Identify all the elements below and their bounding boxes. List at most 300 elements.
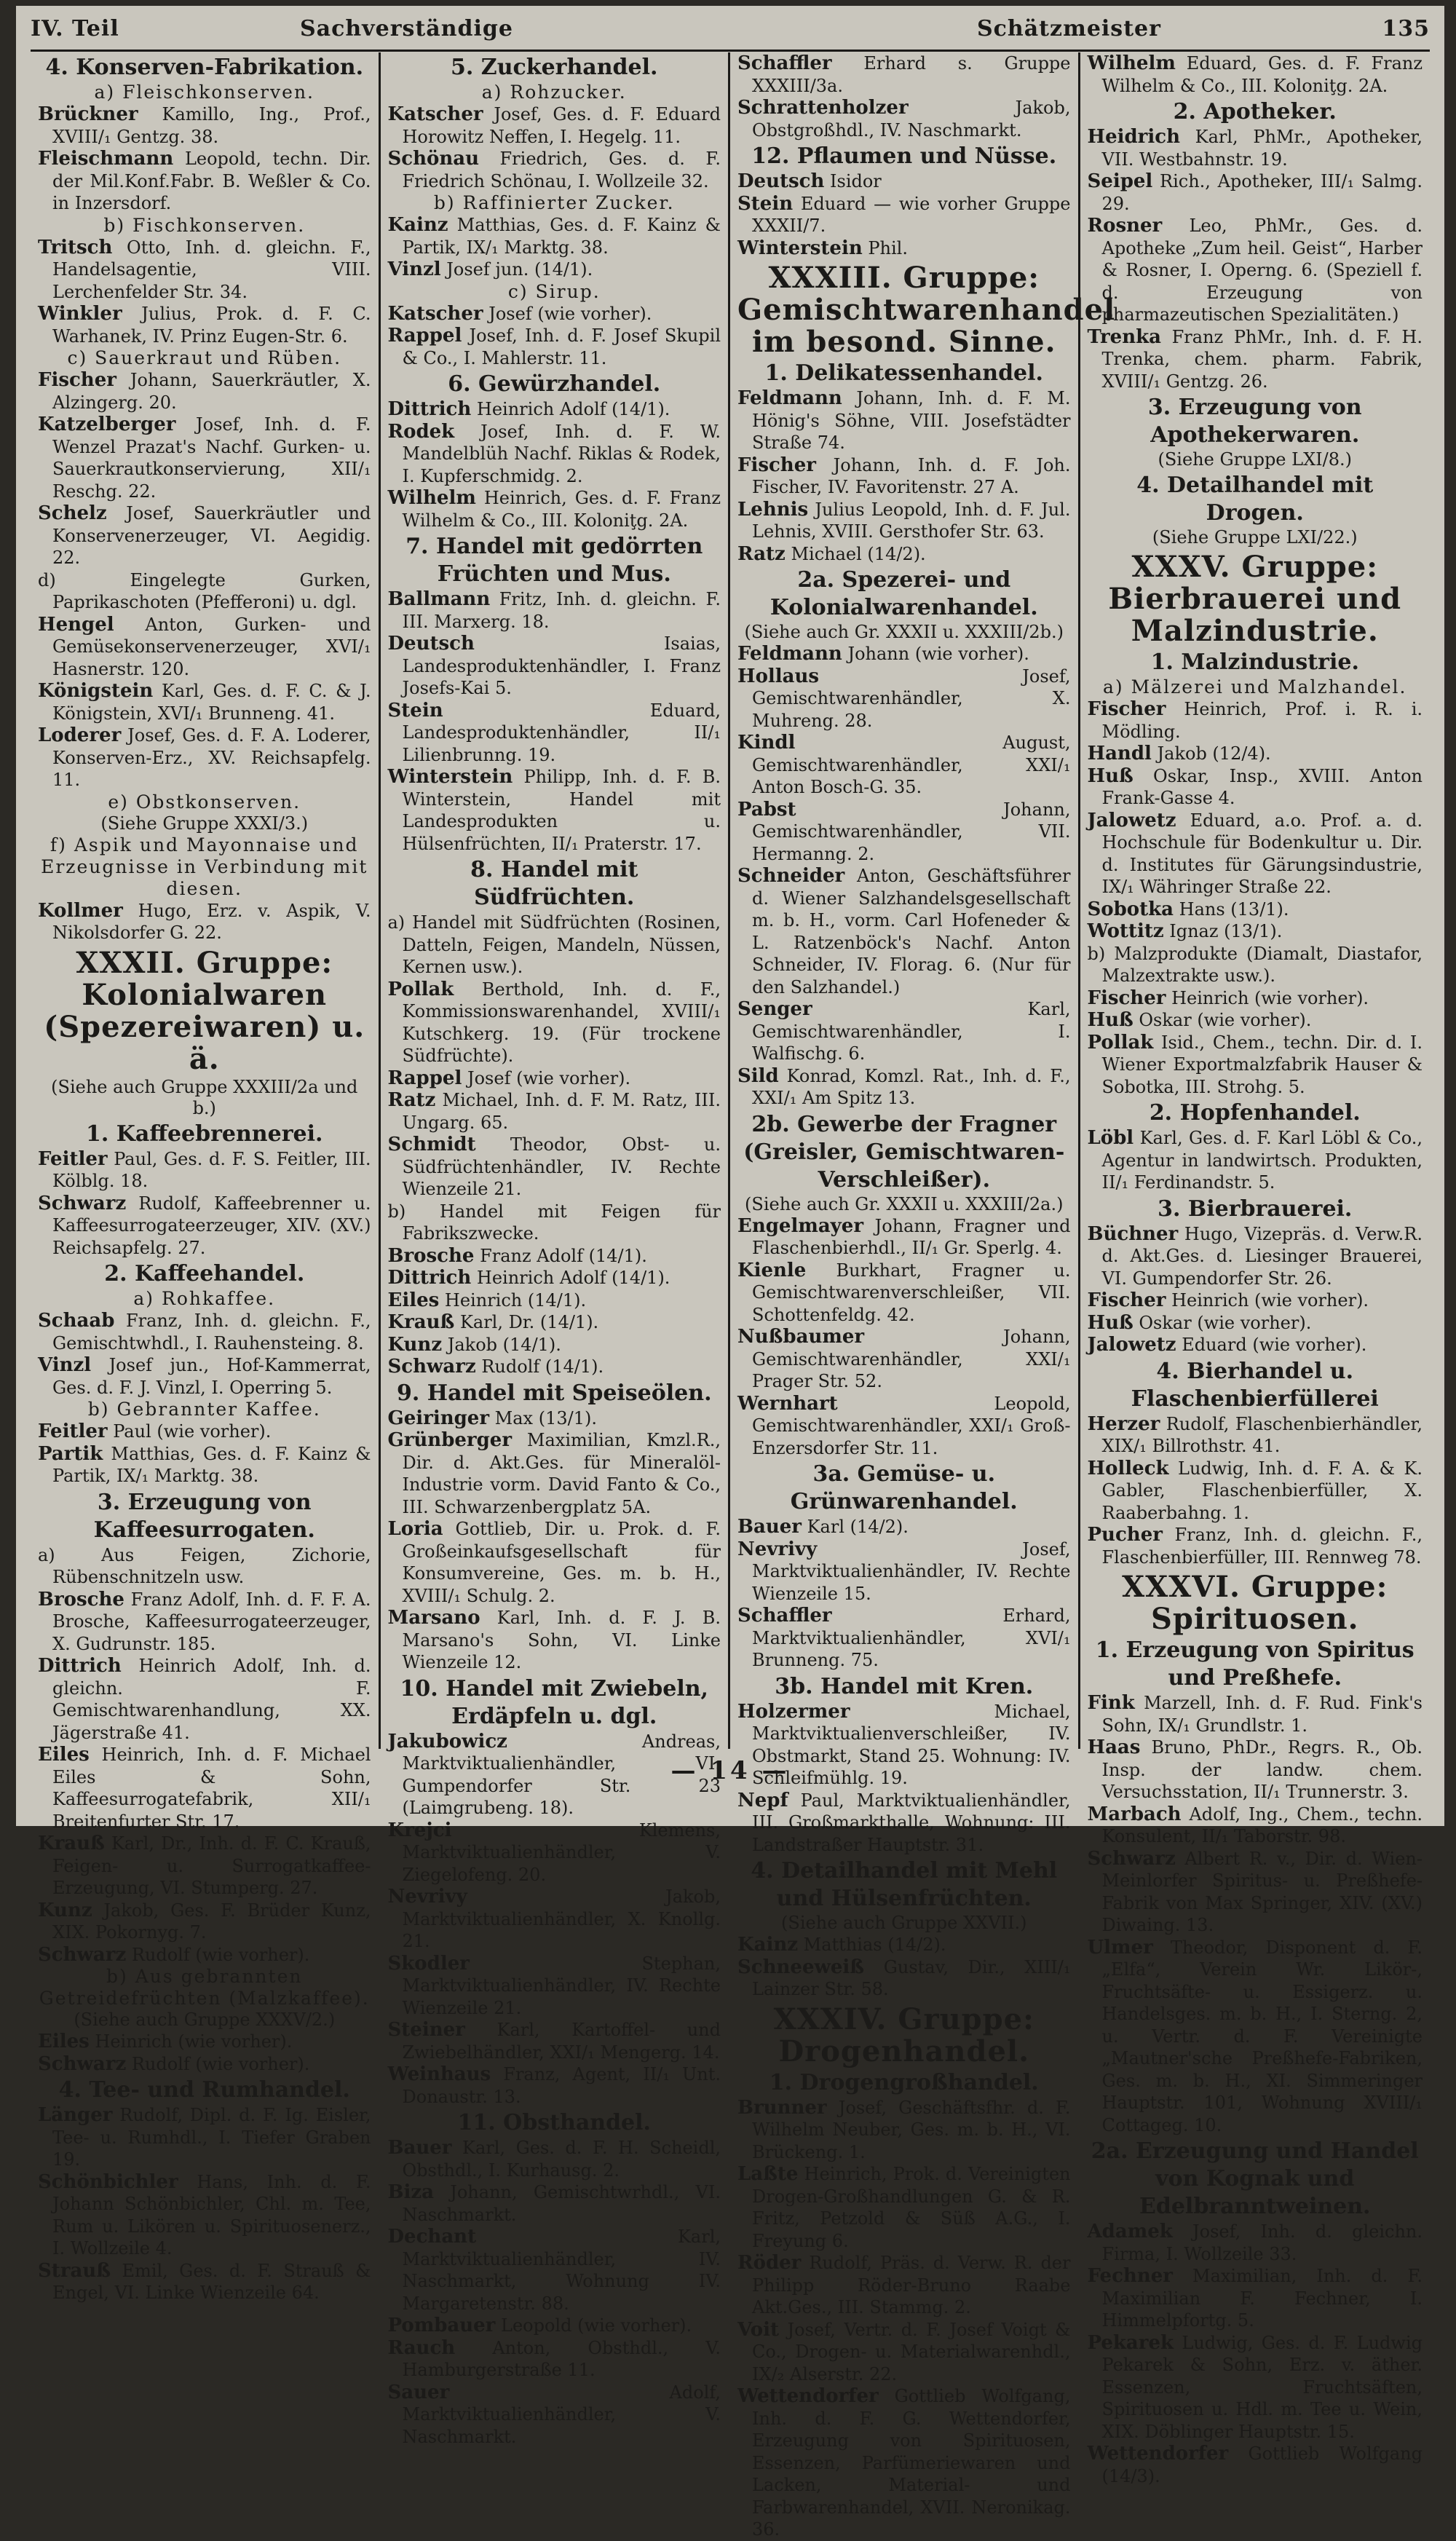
heading-text: e) Obstkonserven. (108, 791, 301, 813)
entry-details: Adolf, Marktviktualienhändler, V. Naschmarkt. (402, 2382, 721, 2447)
directory-entry (1088, 2443, 1423, 2487)
section-heading (38, 54, 371, 82)
heading-text: 2. Apotheker. (1173, 99, 1337, 125)
heading-text: XXXV. Gruppe: Bierbrauerei und Malzindustrie. (1108, 550, 1402, 648)
entry-surname: Königstein (38, 680, 154, 702)
directory-entry (38, 369, 371, 414)
entry-details: Gottlieb Wolfgang (14/3). (1101, 2443, 1423, 2486)
entry-surname: Schmidt (387, 1134, 476, 1155)
page-footer: — 14 — (670, 1756, 790, 1785)
entry-surname: Schelz (38, 502, 107, 524)
section-heading (38, 2076, 371, 2104)
heading-text: 4. Bierhandel u. Flaschenbierfüllerei (1131, 1358, 1379, 1412)
directory-entry (1088, 326, 1423, 393)
entry-surname: Holzermer (737, 1700, 850, 1723)
directory-entry (737, 193, 1071, 237)
directory-entry (388, 2181, 721, 2226)
heading-text: c) Sirup. (507, 280, 601, 302)
directory-entry (737, 1393, 1071, 1460)
entry-details: Marzell, Inh. d. F. Rud. Fink's Sohn, IX/₁ Grundlstr. 1. (1101, 1693, 1423, 1736)
directory-entry (1088, 1458, 1423, 1525)
directory-entry (388, 1429, 721, 1518)
entry-details: Rudolf, Flaschenbierhändler, XIX/₁ Billrothstr. 41. (1101, 1413, 1423, 1456)
entry-surname: Schwarz (38, 1943, 127, 1966)
subsection-heading (38, 347, 371, 369)
directory-entry (1088, 170, 1423, 215)
entry-details: Heinrich (wie vorher). (1171, 1290, 1369, 1311)
entry-surname: Fleischmann (38, 148, 174, 170)
heading-text: 1. Malzindustrie. (1150, 649, 1359, 675)
entry-surname: Schaffler (737, 52, 832, 74)
entry-surname: Fischer (38, 369, 116, 391)
group-heading (1088, 1571, 1423, 1635)
entry-surname: Pollak (387, 978, 454, 1000)
entry-surname: Krauß (38, 1833, 105, 1854)
entry-surname: Feitler (38, 1420, 108, 1442)
entry-details: Franz Adolf, Inh. d. F. F. A. Brosche, Kaffeesurrogateerzeuger, X. Gudrunstr. 185. (52, 1589, 371, 1654)
directory-entry (1088, 920, 1423, 943)
entry-details: Jakob (14/1). (447, 1334, 561, 1355)
entry-details: Josef, Ges. d. F. Eduard Horowitz Neffen, I. Hegelg. 11. (402, 104, 721, 147)
entry-details: Josef, Ges. d. F. A. Loderer, Konserven-Erz., XV. Reichsapfelg. 11. (52, 725, 371, 790)
directory-entry (737, 2097, 1071, 2164)
section-heading (737, 2069, 1071, 2097)
entry-details: Josef, Inh. d. gleichn. Firma, I. Wollzeile 33. (1101, 2221, 1423, 2264)
section-heading (388, 2109, 721, 2137)
directory-entry (1088, 215, 1423, 326)
section-heading (38, 1260, 371, 1288)
directory-entry (388, 1607, 721, 1674)
entry-surname: Feldmann (737, 387, 842, 409)
heading-text: f) Aspik und Mayonnaise und Erzeugnisse in Verbindung mit diesen. (41, 834, 368, 899)
entry-surname: Katscher (387, 302, 483, 325)
entry-surname: Kunz (387, 1333, 443, 1356)
subsection-heading (388, 281, 721, 303)
entry-details: Heinrich (wie vorher). (95, 2031, 293, 2052)
entry-details: Franz, Inh. d. gleichn. F., Gemischtwhdl., I. Rauhensteing. 8. (52, 1311, 371, 1354)
entry-surname: Marbach (1087, 1803, 1182, 1825)
entry-details: Anton, Obsthdl., V. Hamburgerstraße 11. (402, 2337, 721, 2380)
entry-surname: Huß (1087, 1311, 1133, 1334)
entry-surname: Sauer (387, 2381, 450, 2403)
entry-details: Ignaz (13/1). (1169, 921, 1283, 941)
directory-entry (388, 588, 721, 633)
directory-entry (737, 1326, 1071, 1393)
group-heading (38, 947, 371, 1075)
directory-entry (1088, 743, 1423, 765)
directory-entry (388, 1886, 721, 1953)
heading-text: 7. Handel mit gedörrten Früchten und Mus. (405, 534, 703, 587)
heading-text: 3a. Gemüse- u. Grünwarenhandel. (790, 1461, 1018, 1514)
section-heading (737, 566, 1071, 622)
heading-text: 2b. Gewerbe der Fragner (Greisler, Gemischtwaren-Verschleißer). (743, 1111, 1065, 1193)
entry-details: Eduard, Landesproduktenhändler, II/₁ Lilienbrunng. 19. (402, 700, 721, 765)
entry-details: Jakob, Obstgroßhdl., IV. Naschmarkt. (752, 98, 1071, 141)
entry-details: Josef, Vertr. d. F. Josef Voigt & Co., Drogen- u. Materialwarenhdl., IX/₂ Alserstr. 22. (752, 2319, 1071, 2384)
directory-entry (737, 1215, 1071, 1260)
heading-text: 9. Handel mit Speiseölen. (396, 1380, 712, 1406)
directory-entry (38, 680, 371, 724)
entry-surname: Marsano (387, 1607, 480, 1629)
directory-entry (1088, 1312, 1423, 1335)
entry-surname: Schwarz (387, 1356, 476, 1378)
directory-entry (737, 799, 1071, 866)
directory-entry (1088, 1692, 1423, 1736)
directory-entry (388, 1356, 721, 1378)
directory-entry (1088, 765, 1423, 810)
entry-surname: Eiles (38, 1744, 90, 1766)
directory-entry (388, 398, 721, 421)
entry-details: Theodor, Obst- u. Südfrüchtenhändler, IV. Rechte Wienzeile 21. (402, 1134, 721, 1199)
entry-details: Jakob (12/4). (1157, 743, 1271, 764)
entry-details: Rudolf, Kaffeebrenner u. Kaffeesurrogateerzeuger, XIV. (XV.) Reichsapfelg. 27. (52, 1193, 371, 1258)
entry-details: d) Eingelegte Gurken, Paprikaschoten (Pfefferoni) u. dgl. (38, 569, 371, 612)
entry-surname: Ballmann (387, 588, 491, 610)
section-left-title: Sachverständige (300, 15, 513, 42)
entry-surname: Schwarz (38, 1192, 127, 1214)
heading-text: 12. Pflaumen und Nüsse. (751, 143, 1057, 169)
entry-surname: Nepf (737, 1789, 788, 1811)
entry-details: Julius Leopold, Inh. d. F. Jul. Lehnis, XVIII. Gersthofer Str. 63. (752, 499, 1071, 542)
entry-details: Max (13/1). (494, 1407, 597, 1428)
directory-entry (388, 1067, 721, 1090)
entry-surname: Brunner (737, 2096, 827, 2119)
directory-entry (737, 543, 1071, 566)
entry-surname: Länger (38, 2104, 113, 2126)
entry-details: Oskar, Insp., XVIII. Anton Frank-Gasse 4. (1101, 765, 1423, 808)
heading-text: 4. Konserven-Fabrikation. (45, 55, 364, 80)
entry-surname: Holleck (1087, 1457, 1169, 1479)
heading-text: 1. Drogengroßhandel. (769, 2069, 1039, 2095)
entry-surname: Vinzl (387, 258, 441, 280)
entry-surname: Wettendorfer (737, 2385, 879, 2407)
directory-entry (388, 1334, 721, 1356)
directory-entry (1088, 2332, 1423, 2443)
entry-surname: Jakubowicz (387, 1730, 507, 1752)
directory-entry (737, 2252, 1071, 2319)
entry-surname: Kindl (737, 732, 796, 754)
entry-surname: Schönau (387, 148, 480, 170)
entry-surname: Fink (1087, 1692, 1135, 1714)
heading-text: 4. Detailhandel mit Drogen. (1136, 473, 1374, 526)
entry-surname: Rodek (387, 420, 455, 443)
directory-entry (388, 2337, 721, 2382)
entry-details: Paul, Ges. d. F. S. Feitler, III. Kölblg. 18. (52, 1148, 371, 1191)
entry-details: Josef jun. (14/1). (446, 259, 593, 280)
directory-entry (38, 2031, 371, 2053)
entry-surname: Voit (737, 2318, 780, 2341)
entry-details: Johann (wie vorher). (847, 644, 1029, 664)
directory-entry (1088, 1848, 1423, 1937)
directory-entry (38, 1354, 371, 1399)
directory-entry (1088, 1413, 1423, 1458)
entry-details: a) Handel mit Südfrüchten (Rosinen, Datteln, Feigen, Mandeln, Nüssen, Kernen usw.). (387, 912, 721, 977)
directory-entry (38, 502, 371, 569)
section-heading (737, 143, 1071, 170)
entry-details: b) Malzprodukte (Diamalt, Diastafor, Malzextrakte usw.). (1087, 943, 1423, 986)
directory-entry (38, 1148, 371, 1193)
directory-entry (737, 1065, 1071, 1110)
directory-entry (38, 237, 371, 304)
directory-entry (737, 732, 1071, 799)
heading-text: (Siehe auch Gruppe XXVII.) (781, 1913, 1027, 1933)
entry-details: Josef (wie vorher). (467, 1067, 631, 1088)
entry-details: a) Aus Feigen, Zichorie, Rübenschnitzeln usw. (38, 1544, 371, 1587)
cross-reference-note (1088, 527, 1423, 548)
subsection-heading (38, 834, 371, 900)
entry-surname: Rauch (387, 2336, 456, 2359)
heading-text: XXXIV. Gruppe: Drogenhandel. (773, 2001, 1034, 2068)
heading-text: 2. Kaffeehandel. (104, 1261, 305, 1287)
directory-entry (388, 700, 721, 767)
entry-surname: Löbl (1087, 1127, 1134, 1149)
directory-entry (38, 569, 371, 614)
entry-details: Phil. (868, 237, 908, 258)
entry-details: Fritz, Inh. d. gleichn. F. III. Marxerg. 18. (402, 589, 721, 632)
entry-surname: Winterstein (737, 237, 863, 259)
section-heading (1088, 472, 1423, 527)
directory-entry (737, 1934, 1071, 1956)
directory-entry (38, 1193, 371, 1260)
entry-surname: Schaffler (737, 1605, 832, 1627)
directory-entry (388, 1245, 721, 1268)
entry-surname: Pombauer (387, 2315, 496, 2336)
entry-surname: Haas (1087, 1736, 1141, 1758)
entry-details: b) Handel mit Feigen für Fabrikszwecke. (387, 1201, 721, 1244)
entry-surname: Jalowetz (1087, 809, 1176, 831)
directory-entry (38, 1589, 371, 1656)
heading-text: 8. Handel mit Südfrüchten. (470, 857, 638, 910)
directory-entry (1088, 1223, 1423, 1290)
heading-text: 2a. Spezerei- und Kolonialwarenhandel. (769, 567, 1038, 620)
subsection-heading (38, 215, 371, 237)
entry-surname: Sobotka (1087, 898, 1174, 920)
entry-surname: Nevrivy (737, 1538, 818, 1560)
directory-entry (737, 665, 1071, 732)
entry-details: Otto, Inh. d. gleichn. F., Handelsagentie, VIII. Lerchenfelder Str. 34. (52, 237, 371, 302)
heading-text: 1. Kaffeebrennerei. (86, 1121, 323, 1147)
directory-entry (38, 303, 371, 347)
entry-surname: Stein (387, 699, 443, 722)
entry-details: Rudolf (14/1). (481, 1356, 604, 1377)
section-heading (1088, 2138, 1423, 2221)
entry-surname: Katscher (387, 103, 483, 125)
entry-surname: Pollak (1087, 1031, 1154, 1054)
directory-entry (38, 2053, 371, 2076)
entry-details: Heinrich, Ges. d. F. Franz Wilhelm & Co., III. Koloniţg. 2A. (402, 488, 721, 531)
heading-text: 11. Obsthandel. (457, 2110, 651, 2135)
entry-details: Karl, Marktviktualienhändler, IV. Naschmarkt, Wohnung IV. Margaretenstr. 88. (402, 2226, 721, 2314)
entry-details: Friedrich, Ges. d. F. Friedrich Schönau, I. Wollzeile 32. (402, 149, 721, 191)
entry-surname: Fechner (1087, 2265, 1173, 2287)
entry-surname: Herzer (1087, 1412, 1160, 1435)
heading-text: 5. Zuckerhandel. (451, 55, 658, 80)
entry-surname: Dittrich (387, 1267, 472, 1289)
entry-details: Johann, Gemischtwarenhändler, VII. Hermanng. 2. (752, 799, 1071, 864)
heading-text: 2a. Erzeugung und Handel von Kognak und Edelbranntweinen. (1091, 2138, 1419, 2219)
directory-entry (388, 2137, 721, 2181)
entry-surname: Kainz (737, 1934, 798, 1956)
entry-details: Ludwig, Inh. d. F. A. & K. Gabler, Flaschenbierfüller, X. Raaberbahng. 1. (1101, 1458, 1423, 1523)
directory-entry (38, 614, 371, 681)
entry-details: Josef, Inh. d. F. Wenzel Prazat's Nachf. Gurken- u. Sauerkrautkonservierung, XII/₁ Reschg. 22. (52, 414, 371, 502)
column-1 (31, 52, 381, 2303)
subsection-heading (38, 1399, 371, 1420)
entry-surname: Stein (737, 192, 794, 215)
entry-surname: Ratz (737, 542, 786, 565)
entry-details: Josef (wie vorher). (488, 303, 652, 324)
entry-surname: Handl (1087, 743, 1152, 764)
entry-surname: Wernhart (737, 1392, 838, 1415)
entry-details: Franz, Agent, II/₁ Unt. Donaustr. 13. (402, 2064, 721, 2107)
directory-entry (737, 643, 1071, 665)
directory-entry (1088, 52, 1423, 97)
entry-details: Karl, Ges. d. F. Karl Löbl & Co., Agentur in landwirtsch. Produkten, II/₁ Ferdinandstr. 5. (1101, 1128, 1423, 1193)
directory-entry (1088, 898, 1423, 921)
entry-details: Karl, Ges. d. F. H. Scheidl, Obsthdl., I. Kurhausg. 2. (402, 2138, 721, 2181)
directory-entry (737, 454, 1071, 499)
heading-text: 4. Tee- und Rumhandel. (58, 2077, 350, 2103)
directory-entry (388, 1407, 721, 1430)
section-heading (1088, 98, 1423, 126)
directory-entry (38, 2171, 371, 2260)
directory-entry (1088, 2265, 1423, 2332)
entry-details: Stephan, Marktviktualienhändler, IV. Rechte Wienzeile 21. (402, 1953, 721, 2018)
directory-entry (737, 97, 1071, 141)
section-heading (1088, 1099, 1423, 1127)
cross-reference-note (38, 1077, 371, 1119)
entry-surname: Seipel (1087, 170, 1153, 192)
section-heading (388, 533, 721, 588)
heading-text: 3. Erzeugung von Kaffeesurrogaten. (93, 1489, 315, 1543)
entry-surname: Deutsch (387, 633, 475, 655)
entry-surname: Fischer (1087, 698, 1166, 720)
entry-details: Oskar (wie vorher). (1139, 1010, 1312, 1030)
entry-surname: Dittrich (38, 1655, 122, 1677)
section-heading (737, 360, 1071, 387)
section-heading (388, 1380, 721, 1407)
directory-entry (388, 912, 721, 979)
heading-text: (Siehe auch Gr. XXXII u. XXXIII/2b.) (744, 622, 1064, 642)
directory-entry (388, 258, 721, 281)
entry-surname: Steiner (387, 2019, 465, 2041)
directory-entry (1088, 987, 1423, 1010)
directory-entry (737, 1516, 1071, 1538)
directory-entry (737, 1538, 1071, 1605)
entry-surname: Röder (737, 2252, 802, 2274)
entry-surname: Partik (38, 1442, 103, 1465)
entry-details: Karl (14/2). (807, 1517, 909, 1537)
entry-details: Karl, Gemischtwarenhändler, I. Walfischg. 6. (752, 999, 1071, 1064)
directory-entry (388, 2315, 721, 2337)
entry-surname: Senger (737, 998, 812, 1020)
subsection-heading (388, 82, 721, 103)
entry-details: Gustav, Dir., XIII/₁ Lainzer Str. 58. (752, 1956, 1071, 1999)
entry-details: Paul, Marktviktualienhändler, III. Großmarkthalle, Wohnung: III. Landstraßer Hauptstr. 31. (752, 1790, 1071, 1855)
directory-entry (38, 1833, 371, 1900)
directory-entry (1088, 1524, 1423, 1568)
entry-surname: Eiles (387, 1289, 440, 1311)
entry-details: Josef, Gemischtwarenhändler, X. Muhreng. 28. (752, 665, 1071, 731)
heading-text: 3b. Handel mit Kren. (775, 1673, 1034, 1699)
entry-surname: Dittrich (387, 398, 472, 420)
subsection-heading (38, 1288, 371, 1310)
entry-surname: Wottitz (1087, 920, 1164, 942)
entry-details: Eduard — wie vorher Gruppe XXXII/7. (752, 193, 1071, 236)
directory-entry (388, 2226, 721, 2315)
heading-text: b) Raffinierter Zucker. (433, 192, 675, 213)
entry-surname: Schaab (38, 1310, 115, 1332)
heading-text: (Siehe Gruppe XXXI/3.) (100, 813, 309, 834)
entry-details: Franz Adolf (14/1). (480, 1245, 647, 1266)
directory-entry (388, 487, 721, 531)
heading-text: a) Rohzucker. (481, 82, 627, 103)
directory-entry (1088, 943, 1423, 987)
page-number: 135 (1382, 15, 1430, 42)
entry-details: Berthold, Inh. d. F., Kommissionswarenhandel, XVIII/₁ Kutschkerg. 19. (Für trockene Südfrüchte). (402, 979, 721, 1066)
entry-surname: Ulmer (1087, 1936, 1153, 1959)
entry-details: Jakob, Marktviktualienhändler, X. Knollg. 21. (402, 1886, 721, 1951)
entry-details: Karl, Ges. d. F. C. & J. Königstein, XVI/₁ Brunneng. 41. (52, 681, 371, 724)
heading-text: 1. Erzeugung von Spiritus und Preßhefe. (1095, 1637, 1415, 1691)
entry-surname: Brückner (38, 103, 138, 125)
entry-details: Erhard s. Gruppe XXXIII/3a. (752, 53, 1071, 96)
entry-details: Leo, PhMr., Ges. d. Apotheke „Zum heil. Geist“, Harber & Rosner, I. Operng. 6. (Speziell f. d. Erzeugung von pharmazeutischen Spezialitäten.) (1101, 216, 1423, 325)
section-heading (737, 1673, 1071, 1701)
entry-details: Josef, Inh. d. F. W. Mandelblüh Nachf. Riklas & Rodek, I. Kupferschmidg. 2. (402, 421, 721, 486)
group-heading (737, 261, 1116, 359)
entry-surname: Wilhelm (1087, 52, 1176, 74)
heading-text: 3. Bierbrauerei. (1158, 1196, 1353, 1222)
cross-reference-note (737, 1194, 1071, 1215)
directory-entry (737, 865, 1071, 998)
entry-details: Maximilian, Kmzl.R., Dir. d. Akt.Ges. für Mineralöl-Industrie vorm. David Fanto & Co., III. Schwarzenbergplatz 5A. (402, 1430, 721, 1517)
directory-entry (1088, 1009, 1423, 1032)
entry-details: Bruno, PhDr., Regrs. R., Ob. Insp. der landw. chem. Versuchsstation, II/₁ Trunnerstr. 3. (1101, 1737, 1423, 1802)
entry-surname: Sild (737, 1064, 779, 1087)
directory-entry (388, 1201, 721, 1245)
entry-surname: Schneeweiß (737, 1956, 865, 1978)
section-right-title: Schätzmeister (977, 15, 1161, 42)
entry-details: Johann, Inh. d. F. Joh. Fischer, IV. Favoritenstr. 27 A. (752, 454, 1071, 497)
entry-details: Matthias, Ges. d. F. Kainz & Partik, IX/₁ Marktg. 38. (402, 215, 721, 258)
entry-details: Heinrich Adolf (14/1). (476, 1268, 670, 1288)
entry-surname: Nußbaumer (737, 1326, 865, 1348)
column-4 (1080, 52, 1431, 2486)
entry-surname: Fischer (1087, 987, 1166, 1009)
cross-reference-note (38, 813, 371, 834)
directory-entry (38, 1655, 371, 1744)
section-heading (388, 1675, 721, 1731)
entry-surname: Skodler (387, 1952, 470, 1975)
entry-details: Eduard, a.o. Prof. a. d. Hochschule für Bodenkultur u. Dir. d. Institutes für Gärungsindustrie, IX/₁ Währinger Straße 22. (1101, 810, 1423, 897)
section-heading (1088, 394, 1423, 449)
entry-surname: Büchner (1087, 1222, 1179, 1245)
entry-surname: Weinhaus (387, 2063, 491, 2085)
entry-surname: Loderer (38, 724, 122, 746)
heading-text: a) Rohkaffee. (133, 1288, 276, 1309)
entry-surname: Fischer (1087, 1289, 1166, 1311)
directory-entry (737, 52, 1071, 97)
entry-details: Eduard (wie vorher). (1182, 1335, 1367, 1355)
entry-surname: Engelmayer (737, 1214, 864, 1237)
entry-details: Hugo, Erz. v. Aspik, V. Nikolsdorfer G. 22. (52, 900, 371, 943)
subsection-heading (1088, 676, 1423, 698)
entry-details: Hans (13/1). (1179, 898, 1289, 920)
directory-entry (388, 421, 721, 488)
section-heading (38, 1121, 371, 1148)
heading-text: b) Gebrannter Kaffee. (87, 1399, 321, 1420)
